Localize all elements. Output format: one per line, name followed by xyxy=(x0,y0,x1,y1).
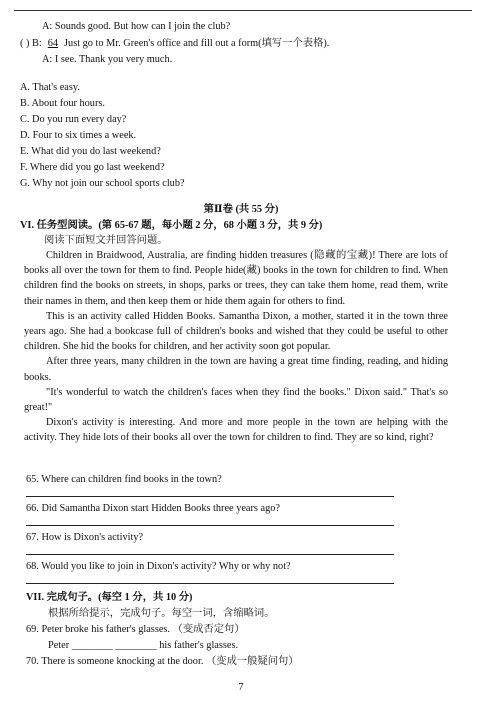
page-number: 7 xyxy=(238,682,244,693)
question-69: 69. Peter broke his father's glasses. （变成否定句） xyxy=(26,624,245,635)
passage xyxy=(24,248,448,446)
option-d: D. Four to six times a week. xyxy=(20,130,137,141)
answer-bracket[interactable]: ( ) B: xyxy=(20,38,42,49)
dialogue-line-1: A: Sounds good. But how can I join the club? xyxy=(42,21,231,32)
option-f: F. Where did you go last weekend? xyxy=(20,162,165,173)
passage-paragraph-4: "It's wonderful to watch the children's faces when they find the books." Dixon said." That's so great!" xyxy=(24,386,448,414)
question-67: 67. How is Dixon's activity? xyxy=(26,532,144,543)
answer-line-66[interactable] xyxy=(26,525,394,526)
option-g: G. Why not join our school sports club? xyxy=(20,178,185,189)
dialogue-line-2-text: Just go to Mr. Green's office and fill out a form(填写一个表格). xyxy=(64,38,330,49)
dialogue-line-2 xyxy=(20,36,329,51)
option-b: B. About four hours. xyxy=(20,98,105,109)
dialogue-line-3: A: I see. Thank you very much. xyxy=(42,54,173,65)
section7-title: VII. 完成句子。(每空 1 分，共 10 分) xyxy=(26,592,193,603)
question-69-fill[interactable]: Peter ________ ________ his father's glasses. xyxy=(48,640,239,651)
option-a: A. That's easy. xyxy=(20,82,80,93)
answer-line-65[interactable] xyxy=(26,496,394,497)
question-66: 66. Did Samantha Dixon start Hidden Books three years ago? xyxy=(26,503,280,514)
option-e: E. What did you do last weekend? xyxy=(20,146,161,157)
answer-line-67[interactable] xyxy=(26,554,394,555)
passage-paragraph-2: This is an activity called Hidden Books. Samantha Dixon, a mother, started it in the town three years ago. She had a bookcase full of children's books and wished that they could be useful to other children. She hid the books for children, and her activity soon got popular. xyxy=(24,310,448,353)
section6-instruction: 阅读下面短文并回答问题。 xyxy=(44,235,168,246)
blank-number: 64 xyxy=(47,38,59,49)
question-65: 65. Where can children find books in the town? xyxy=(26,474,222,485)
part2-heading: 第Ⅱ卷 (共 55 分) xyxy=(203,204,279,215)
answer-line-68[interactable] xyxy=(26,583,394,584)
top-divider xyxy=(14,10,472,11)
section7-instruction: 根据所给提示，完成句子。每空一词，含缩略词。 xyxy=(48,608,275,619)
passage-paragraph-5: Dixon's activity is interesting. And more and more people in the town are helping with the activity. They hide lots of their books all over the town for children to find. They are so kind, right? xyxy=(24,417,448,444)
passage-paragraph-3: After three years, many children in the town are having a great time finding, reading, and hiding books. xyxy=(24,356,448,383)
option-c: C. Do you run every day? xyxy=(20,114,127,125)
passage-paragraph-1: Children in Braidwood, Australia, are finding hidden treasures (隐藏的宝藏)! There are lots of books all over the town for them to find. People hide(藏) books in the town for children to find. When children find the books on streets, in shops, parks or trees, they can take them home, read them, write their names in them, and then keep them or hide them again for others to find. xyxy=(24,250,448,307)
question-70: 70. There is someone knocking at the door. （变成一般疑问句） xyxy=(26,656,299,667)
section6-title: VI. 任务型阅读。(第 65-67 题，每小题 2 分，68 小题 3 分，共 9 分) xyxy=(20,220,323,231)
question-68: 68. Would you like to join in Dixon's activity? Why or why not? xyxy=(26,561,291,572)
